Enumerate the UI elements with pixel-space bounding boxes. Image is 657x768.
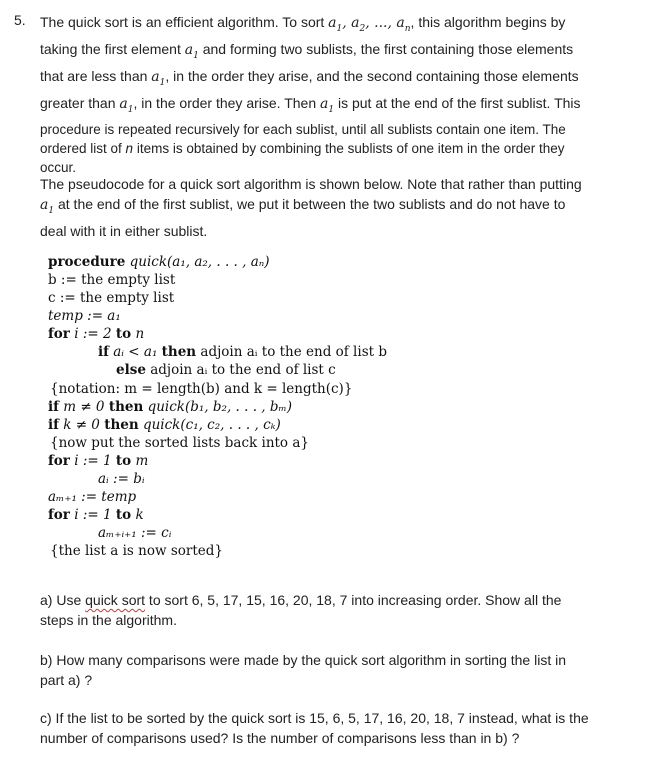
- code-line-comment-2: {now put the sorted lists back into a}: [50, 435, 309, 451]
- intro-line-4: greater than $a_1$, in the order they arise. Then $a_1$ is put at the end of the first sublist. This: [40, 95, 581, 115]
- pseudocode-intro: [40, 174, 630, 241]
- sequence-notation: $a_1$, $a_2$, ..., $a_n$: [328, 15, 411, 34]
- code-line-temp: temp := a₁: [48, 308, 121, 324]
- pseudo-intro-line-1: The pseudocode for a quick sort algorithm is shown below. Note that rather than putting: [40, 176, 582, 192]
- a1-symbol: $a_1$: [119, 96, 134, 115]
- spellcheck-word: quick sort: [85, 592, 146, 608]
- part-a-line-1: a) Use quick sort to sort 6, 5, 17, 15, 16, 20, 18, 7 into increasing order. Show all the: [40, 592, 562, 608]
- a1-symbol: $a_1$: [151, 69, 166, 88]
- part-b: [40, 650, 630, 690]
- part-c-line-2: number of comparisons used? Is the number of comparisons less than in b) ?: [40, 730, 520, 746]
- part-c: [40, 708, 630, 748]
- intro-line-7: occur.: [40, 160, 77, 175]
- code-line-assign-3: aₘ₊ᵢ₊₁ := cᵢ: [98, 525, 172, 541]
- intro-line-2: taking the first element $a_1$ and forming two sublists, the first containing those elements: [40, 41, 574, 61]
- code-line-else: else adjoin aᵢ to the end of list c: [116, 362, 336, 378]
- intro-line-3: that are less than $a_1$, in the order they arise, and the second containing those elements: [40, 68, 579, 88]
- code-line-b-init: b := the empty list: [48, 272, 176, 288]
- code-line-procedure: procedure quick(a₁, a₂, . . . , aₙ): [48, 254, 270, 270]
- intro-line-6: ordered list of n items is obtained by combining the sublists of one item in the order they: [40, 141, 565, 156]
- code-line-c-init: c := the empty list: [48, 290, 175, 306]
- part-a: [40, 590, 630, 630]
- code-line-for-3: for i := 1 to k: [48, 507, 144, 523]
- a1-symbol: $a_1$: [320, 96, 335, 115]
- part-b-line-1: b) How many comparisons were made by the quick sort algorithm in sorting the list in: [40, 652, 566, 668]
- code-line-comment-3: {the list a is now sorted}: [50, 543, 223, 559]
- code-line-if-2: if m ≠ 0 then quick(b₁, b₂, . . . , bₘ): [48, 399, 293, 415]
- pseudo-intro-line-2: $a_1$ at the end of the first sublist, we put it between the two sublists and do not have to: [40, 196, 566, 216]
- a1-symbol: $a_1$: [40, 197, 55, 216]
- code-line-assign-2: aₘ₊₁ := temp: [48, 489, 137, 505]
- a1-symbol: $a_1$: [184, 42, 199, 61]
- intro-line-1: The quick sort is an efficient algorithm. To sort $a_1$, $a_2$, ..., $a_n$, this algorithm begins by: [40, 14, 566, 34]
- code-line-for-1: for i := 2 to n: [48, 326, 145, 342]
- code-line-notation: {notation: m = length(b) and k = length(c)}: [50, 381, 353, 397]
- code-line-for-2: for i := 1 to m: [48, 453, 149, 469]
- part-a-line-2: steps in the algorithm.: [40, 612, 177, 628]
- code-line-if-3: if k ≠ 0 then quick(c₁, c₂, . . . , cₖ): [48, 417, 281, 433]
- intro-paragraph: [40, 12, 630, 177]
- pseudo-intro-line-3: deal with it in either sublist.: [40, 223, 208, 239]
- intro-line-5: procedure is repeated recursively for each sublist, until all sublists contain one item. The: [40, 122, 566, 137]
- code-line-if-1: if aᵢ < a₁ then adjoin aᵢ to the end of list b: [98, 344, 387, 360]
- part-b-line-2: part a) ?: [40, 672, 93, 688]
- code-line-assign-1: aᵢ := bᵢ: [98, 471, 145, 487]
- question-number: 5.: [14, 12, 26, 28]
- part-c-line-1: c) If the list to be sorted by the quick sort is 15, 6, 5, 17, 16, 20, 18, 7 instead, what is the: [40, 710, 589, 726]
